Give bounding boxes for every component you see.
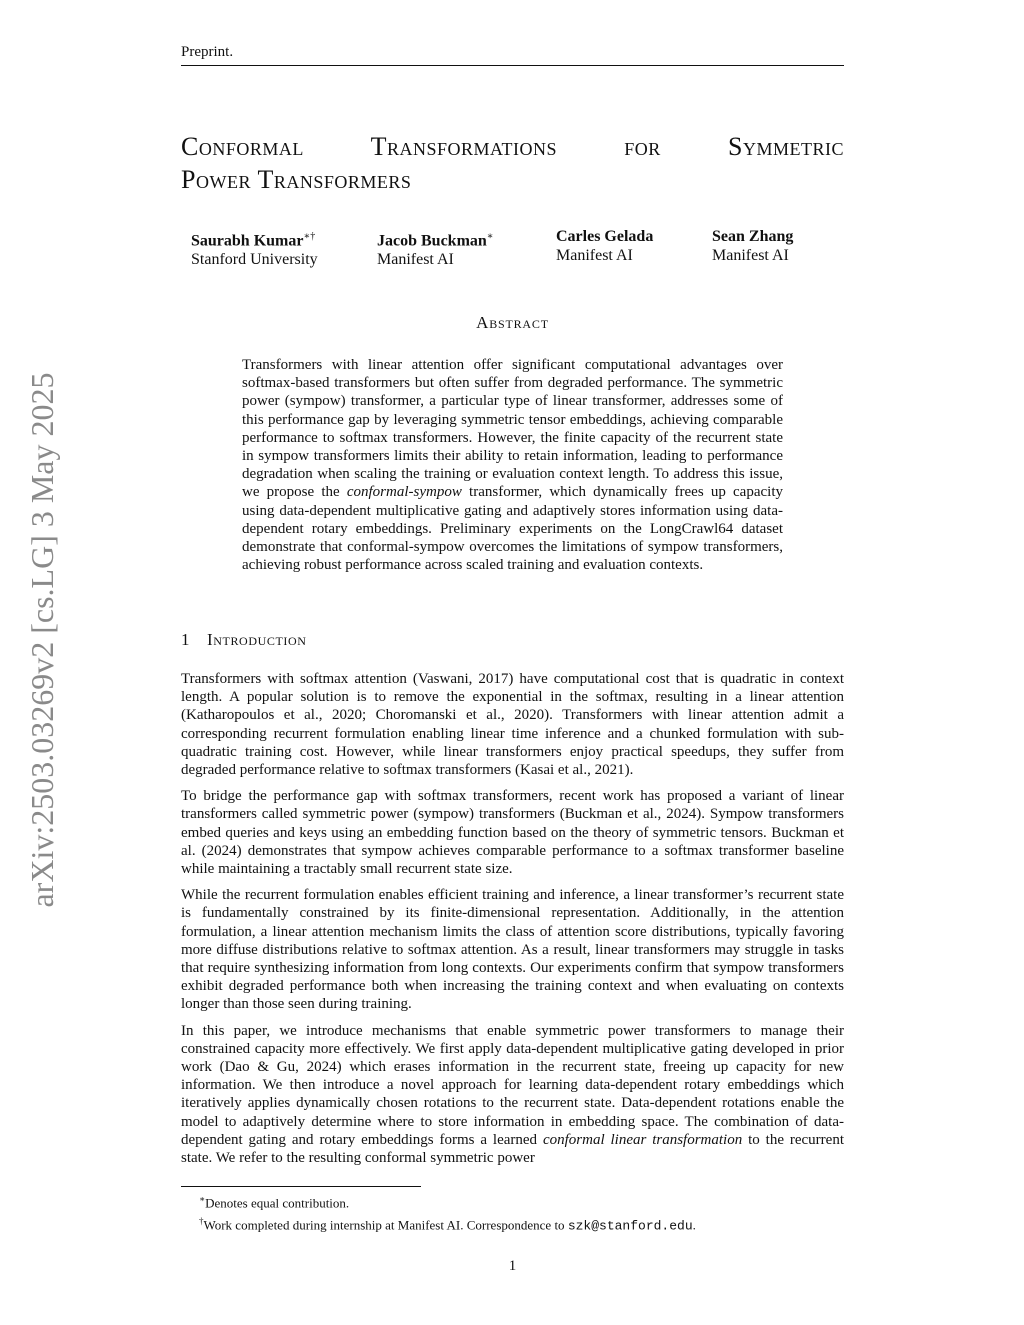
title-line-1: Conformal Transformations for Symmetric <box>181 132 844 161</box>
header-rule <box>181 65 844 66</box>
footnotes <box>181 1190 844 1236</box>
section-title: Introduction <box>207 630 307 649</box>
section-number: 1 <box>181 630 191 649</box>
footnote-rule <box>181 1186 421 1187</box>
author-name: Carles Gelada <box>556 228 654 245</box>
running-header: Preprint. <box>181 44 234 60</box>
abstract-emphasis: conformal-sympow <box>346 484 462 501</box>
paragraph-3: While the recurrent formulation enables efficient training and inference, a linear transformer’s recurrent state is fundamentally constrained by its finite-dimensional representation. Additionally, in the attention formulation, a linear attention mechanism limits the class of attention score distributions, typically favoring more diffuse distributions relative to softmax attention. As a result, linear transformers may struggle in tasks that require synthesizing information from long contexts. Our experiments confirm that sympow transformers exhibit degraded performance both when increasing the training context and when evaluating on contexts longer than those seen during training. <box>181 887 844 1013</box>
author-name: Saurabh Kumar∗† <box>191 231 316 250</box>
arxiv-identifier: arXiv:2503.03269v2 [cs.LG] 3 May 2025 <box>24 372 60 908</box>
author-marks: ∗† <box>303 231 316 242</box>
abstract-heading: Abstract <box>476 313 549 332</box>
author-affiliation: Stanford University <box>191 251 318 269</box>
author-block-4 <box>712 227 793 265</box>
author-name: Sean Zhang <box>712 228 794 245</box>
footnote-2: †Work completed during internship at Manifest AI. Correspondence to szk@stanford.edu. <box>199 1216 696 1234</box>
paper-title <box>181 130 844 196</box>
paragraph-4: In this paper, we introduce mechanisms that enable symmetric power transformers to manage their constrained capacity more effectively. We first apply data-dependent multiplicative gating developed in prior work (Dao & Gu, 2024) which erases information in the recurrent state, freeing up capacity for new information. We then introduce a novel approach for learning data-dependent rotary embeddings which iteratively applies dynamically chosen rotations to the recurrent state. Data-dependent rotations enable the model to adaptively determine where to store information in embedding space. The combination of data-dependent gating and rotary embeddings forms a learned conformal linear transformation to the recurrent state. We refer to the resulting conformal symmetric power <box>181 1022 844 1167</box>
footnote-1: ∗Denotes equal contribution. <box>199 1194 350 1211</box>
correspondence-email[interactable]: szk@stanford.edu <box>567 1218 693 1234</box>
author-affiliation: Manifest AI <box>556 247 633 264</box>
author-name: Jacob Buckman∗ <box>377 231 494 250</box>
abstract-text: Transformers with linear attention offer significant computational advantages over softmax-based transformers but often suffer from degraded performance. The symmetric power (sympow) transformer, a particular type of linear transformer, addresses some of this performance gap by leveraging symmetric tensor embeddings, achieving comparable performance to softmax transformers. However, the finite capacity of the recurrent state in sympow transformers limits their ability to retain information, leading to performance degradation when scaling the training or evaluation context length. To address this issue, we propose the conformal-sympow transformer, which dynamically frees up capacity using data-dependent multiplicative gating and adaptively stores information using data-dependent rotary embeddings. Preliminary experiments on the LongCrawl64 dataset demonstrate that conformal-sympow overcomes the limitations of sympow transformers, achieving robust performance across scaled training and evaluation contexts. <box>242 357 783 574</box>
paragraph-1: Transformers with softmax attention (Vaswani, 2017) have computational cost that is quadratic in context length. A popular solution is to remove the exponential in the softmax, resulting in a linear attention (Katharopoulos et al., 2020; Choromanski et al., 2020). Transformers with linear attention admit a corresponding recurrent formulation enabling linear time inference and a chunked formulation with sub-quadratic training cost. However, while linear transformers enjoy practical speedups, they suffer from degraded performance relative to softmax transformers (Kasai et al., 2021). <box>181 671 844 779</box>
paragraph-2: To bridge the performance gap with softmax transformers, recent work has proposed a variant of linear transformers called symmetric power (sympow) transformers (Buckman et al., 2024). Sympow transformers embed queries and keys using an embedding function based on the theory of symmetric tensors. Buckman et al. (2024) demonstrates that sympow achieves comparable performance to a softmax transformer baseline while maintaining a tractably small recurrent state size. <box>181 788 844 878</box>
author-block-1 <box>191 227 318 269</box>
author-block-3 <box>556 227 653 265</box>
author-affiliation: Manifest AI <box>712 247 789 264</box>
introduction-body <box>181 670 844 1175</box>
paragraph-emphasis: conformal linear transformation <box>542 1131 743 1148</box>
author-block-2 <box>377 227 494 269</box>
author-marks: ∗ <box>486 231 494 242</box>
title-line-2: Power Transformers <box>181 165 412 194</box>
section-heading <box>181 630 307 650</box>
author-affiliation: Manifest AI <box>377 251 454 269</box>
page-number: 1 <box>508 1258 517 1274</box>
